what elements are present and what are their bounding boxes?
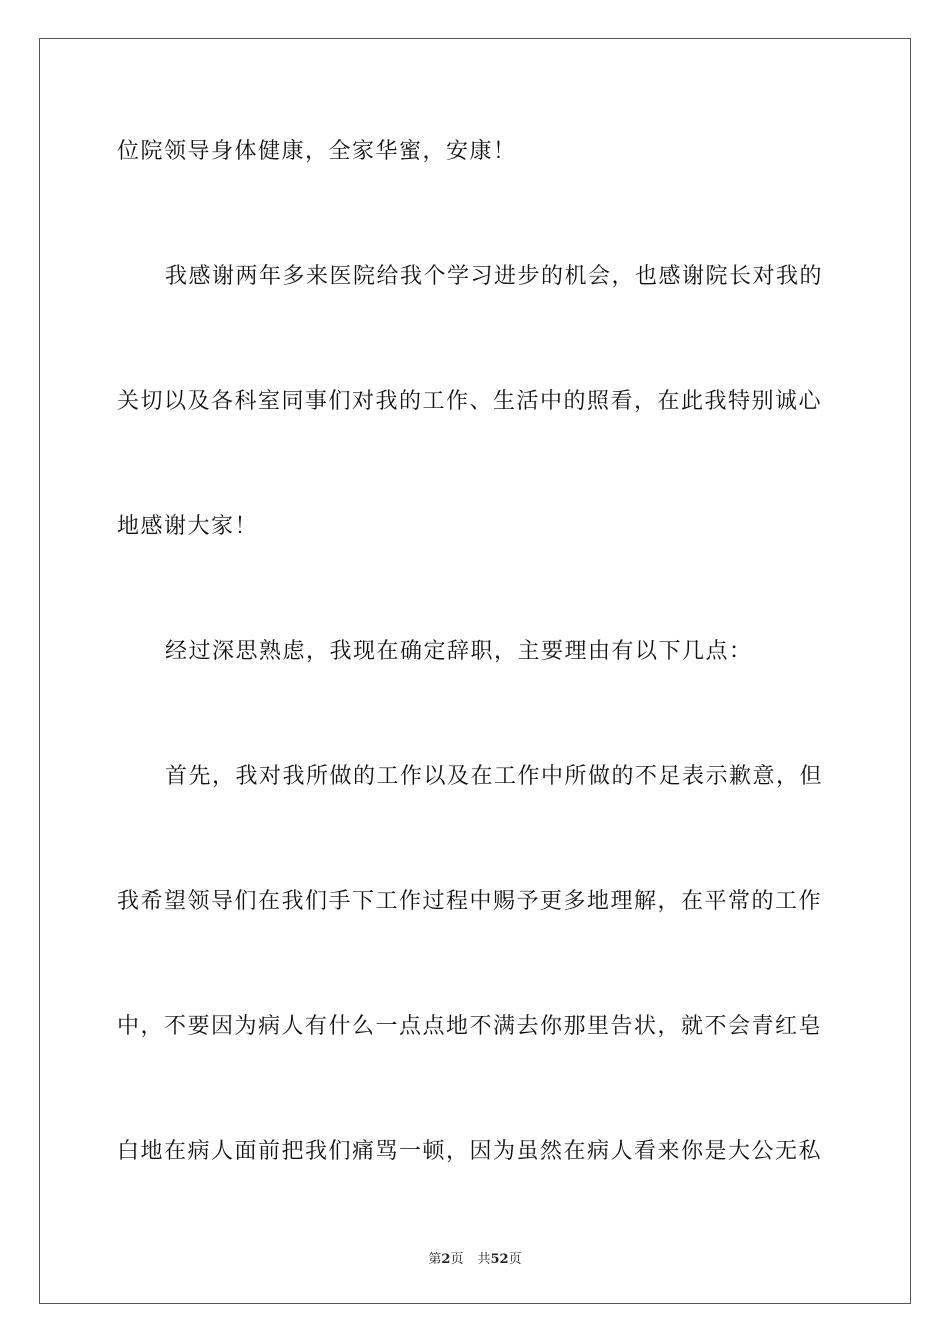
text-line-5: 经过深思熟虑，我现在确定辞职，主要理由有以下几点： xyxy=(165,639,753,664)
total-pages: 52 xyxy=(490,1252,509,1267)
text-line-4: 地感谢大家！ xyxy=(117,514,259,539)
text-line-9: 白地在病人面前把我们痛骂一顿，因为虽然在病人看来你是大公无私 xyxy=(117,1139,823,1164)
page-prefix: 第 xyxy=(428,1252,442,1267)
text-line-7: 我希望领导们在我们手下工作过程中赐予更多地理解，在平常的工作 xyxy=(117,889,823,914)
total-prefix: 共 xyxy=(477,1252,491,1267)
text-line-1: 位院领导身体健康，全家华蜜，安康！ xyxy=(117,139,517,164)
page-suffix: 页 xyxy=(450,1252,464,1267)
text-line-2: 我感谢两年多来医院给我个学习进步的机会，也感谢院长对我的 xyxy=(165,264,824,289)
document-body xyxy=(117,128,833,1253)
text-line-3: 关切以及各科室同事们对我的工作、生活中的照看，在此我特别诚心 xyxy=(117,389,823,414)
text-line-8: 中，不要因为病人有什么一点点地不满去你那里告状，就不会青红皂 xyxy=(117,1014,823,1039)
page-number: 2 xyxy=(441,1252,451,1267)
text-line-6: 首先，我对我所做的工作以及在工作中所做的不足表示歉意，但 xyxy=(165,764,824,789)
page-footer xyxy=(0,1248,950,1267)
total-suffix: 页 xyxy=(508,1252,522,1267)
